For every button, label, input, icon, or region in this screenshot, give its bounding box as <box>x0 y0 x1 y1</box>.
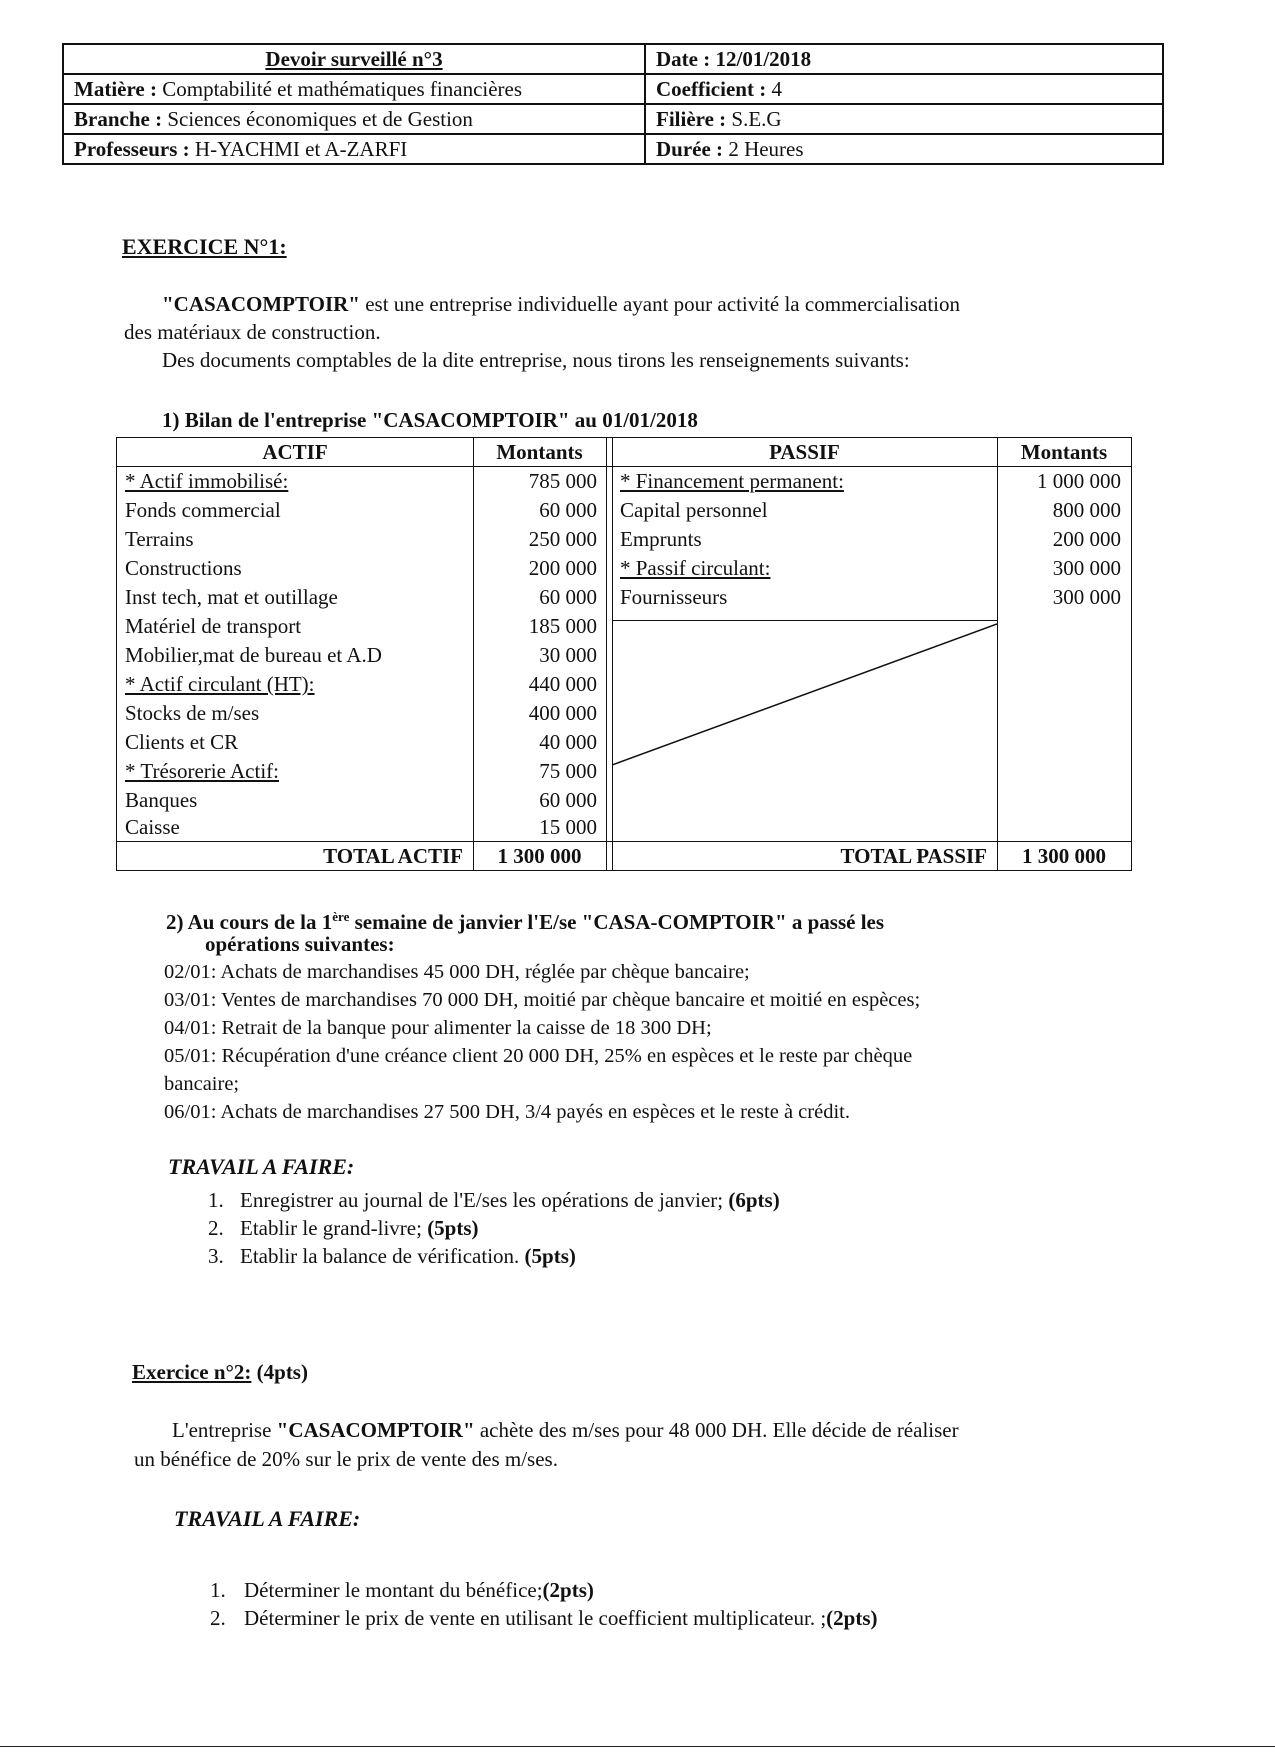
actif-row-value: 785 000 <box>528 469 597 493</box>
date-cell: Date : 12/01/2018 <box>645 44 1163 74</box>
actif-row-value: 60 000 <box>539 498 597 522</box>
header-table <box>62 43 1164 165</box>
ex2-task-2: Déterminer le prix de vente en utilisant le coefficient multiplicateur. ;(2pts) <box>244 1606 878 1630</box>
intro-line-3: Des documents comptables de la dite entreprise, nous tirons les renseignements suivants: <box>162 348 910 372</box>
total-actif-label: TOTAL ACTIF <box>323 844 463 868</box>
duree-cell: Durée : 2 Heures <box>645 134 1163 164</box>
actif-row-label: Stocks de m/ses <box>125 701 260 725</box>
operation-line: 04/01: Retrait de la banque pour alimenter la caisse de 18 300 DH; <box>164 1017 712 1039</box>
bilan-table <box>116 437 1132 871</box>
operation-line: 03/01: Ventes de marchandises 70 000 DH, moitié par chèque bancaire et moitié en espèces; <box>164 989 921 1011</box>
passif-row-label: Capital personnel <box>620 498 768 522</box>
total-passif-label: TOTAL PASSIF <box>840 844 987 868</box>
professeurs-value: H-YACHMI et A-ZARFI <box>194 137 408 161</box>
actif-row-label: * Actif circulant (HT): <box>125 672 315 696</box>
actif-montants-header: Montants <box>496 440 583 464</box>
passif-row-value: 1 000 000 <box>1037 469 1121 493</box>
operation-line: 05/01: Récupération d'une créance client 20 000 DH, 25% en espèces et le reste par chèque <box>164 1045 913 1067</box>
filiere-cell: Filière : S.E.G <box>645 104 1163 134</box>
total-passif-value: 1 300 000 <box>1022 844 1106 868</box>
operation-line: bancaire; <box>164 1073 240 1095</box>
intro-line-1: "CASACOMPTOIR" est une entreprise individuelle ayant pour activité la commercialisation <box>162 292 960 316</box>
actif-row-label: Fonds commercial <box>125 498 281 522</box>
passif-row-value: 300 000 <box>1052 556 1121 580</box>
actif-header: ACTIF <box>262 440 328 464</box>
passif-montants-header: Montants <box>1020 440 1108 464</box>
operations-title-line-1: 2) Au cours de la 1ère semaine de janvier l'E/se "CASA-COMPTOIR" a passé les <box>166 909 885 934</box>
date-value: 12/01/2018 <box>715 47 812 71</box>
actif-row-value: 75 000 <box>539 759 597 783</box>
passif-row-label: Emprunts <box>620 527 702 551</box>
ex2-task-2-number: 2. <box>210 1606 226 1630</box>
travail-a-faire-heading-2: TRAVAIL A FAIRE: <box>174 1506 361 1531</box>
professeurs-cell: Professeurs : H-YACHMI et A-ZARFI <box>63 134 645 164</box>
matiere-cell: Matière : Comptabilité et mathématiques financières <box>63 74 645 104</box>
task-2-number: 2. <box>208 1216 224 1240</box>
actif-row-value: 60 000 <box>539 788 597 812</box>
task-1-number: 1. <box>208 1188 224 1212</box>
operation-line: 06/01: Achats de marchandises 27 500 DH, 3/4 payés en espèces et le reste à crédit. <box>164 1101 850 1123</box>
actif-row-label: * Trésorerie Actif: <box>125 759 279 783</box>
actif-row-value: 15 000 <box>539 815 597 839</box>
ex2-text-line-2: un bénéfice de 20% sur le prix de vente des m/ses. <box>134 1447 558 1471</box>
actif-row-value: 185 000 <box>528 614 597 638</box>
ex2-task-1-number: 1. <box>210 1578 226 1602</box>
passif-row-value: 800 000 <box>1052 498 1121 522</box>
matiere-value: Comptabilité et mathématiques financières <box>162 77 523 101</box>
travail-a-faire-heading-1: TRAVAIL A FAIRE: <box>168 1154 355 1179</box>
duree-value: 2 Heures <box>728 137 804 161</box>
exercice-1-heading: EXERCICE N°1: <box>122 234 287 259</box>
passif-row-value: 300 000 <box>1052 585 1121 609</box>
task-3: Etablir la balance de vérification. (5pts) <box>240 1244 576 1268</box>
actif-row-value: 40 000 <box>539 730 597 754</box>
actif-row-value: 400 000 <box>528 701 597 725</box>
bilan-title: 1) Bilan de l'entreprise "CASACOMPTOIR" au 01/01/2018 <box>162 408 698 432</box>
filiere-value: S.E.G <box>731 107 782 131</box>
actif-row-label: Caisse <box>125 815 180 839</box>
ex2-task-1: Déterminer le montant du bénéfice;(2pts) <box>244 1578 594 1602</box>
passif-row-label: * Passif circulant: <box>620 556 771 580</box>
empty-space-diagonal <box>612 620 997 770</box>
actif-row-value: 250 000 <box>528 527 597 551</box>
actif-row-label: * Actif immobilisé: <box>125 469 289 493</box>
task-3-number: 3. <box>208 1244 224 1268</box>
exercice-2-heading: Exercice n°2: (4pts) <box>132 1360 308 1384</box>
actif-row-label: Terrains <box>125 527 194 551</box>
total-actif-value: 1 300 000 <box>497 844 582 868</box>
coefficient-cell: Coefficient : 4 <box>645 74 1163 104</box>
actif-row-label: Mobilier,mat de bureau et A.D <box>125 643 382 667</box>
intro-line-2: des matériaux de construction. <box>124 320 381 344</box>
col-divider-2 <box>606 438 607 870</box>
ex2-text-line-1: L'entreprise "CASACOMPTOIR" achète des m/ses pour 48 000 DH. Elle décide de réaliser <box>172 1418 959 1442</box>
actif-row-label: Constructions <box>125 556 242 580</box>
bottom-rule <box>0 1746 1275 1747</box>
task-1: Enregistrer au journal de l'E/ses les opérations de janvier; (6pts) <box>240 1188 780 1212</box>
branche-value: Sciences économiques et de Gestion <box>167 107 473 131</box>
operations-title-line-2: opérations suivantes: <box>205 932 395 956</box>
actif-row-value: 440 000 <box>528 672 597 696</box>
actif-row-label: Banques <box>125 788 198 812</box>
passif-row-value: 200 000 <box>1052 527 1121 551</box>
operation-line: 02/01: Achats de marchandises 45 000 DH, réglée par chèque bancaire; <box>164 961 750 983</box>
actif-row-value: 30 000 <box>539 643 597 667</box>
exam-title: Devoir surveillé n°3 <box>63 44 645 74</box>
actif-row-value: 60 000 <box>539 585 597 609</box>
branche-cell: Branche : Sciences économiques et de Gestion <box>63 104 645 134</box>
actif-row-label: Clients et CR <box>125 730 239 754</box>
coefficient-value: 4 <box>771 77 782 101</box>
actif-row-label: Matériel de transport <box>125 614 302 638</box>
actif-row-label: Inst tech, mat et outillage <box>125 585 338 609</box>
passif-row-label: Fournisseurs <box>620 585 728 609</box>
passif-row-label: * Financement permanent: <box>620 469 844 493</box>
passif-header: PASSIF <box>769 440 840 464</box>
task-2: Etablir le grand-livre; (5pts) <box>240 1216 479 1240</box>
actif-row-value: 200 000 <box>528 556 597 580</box>
